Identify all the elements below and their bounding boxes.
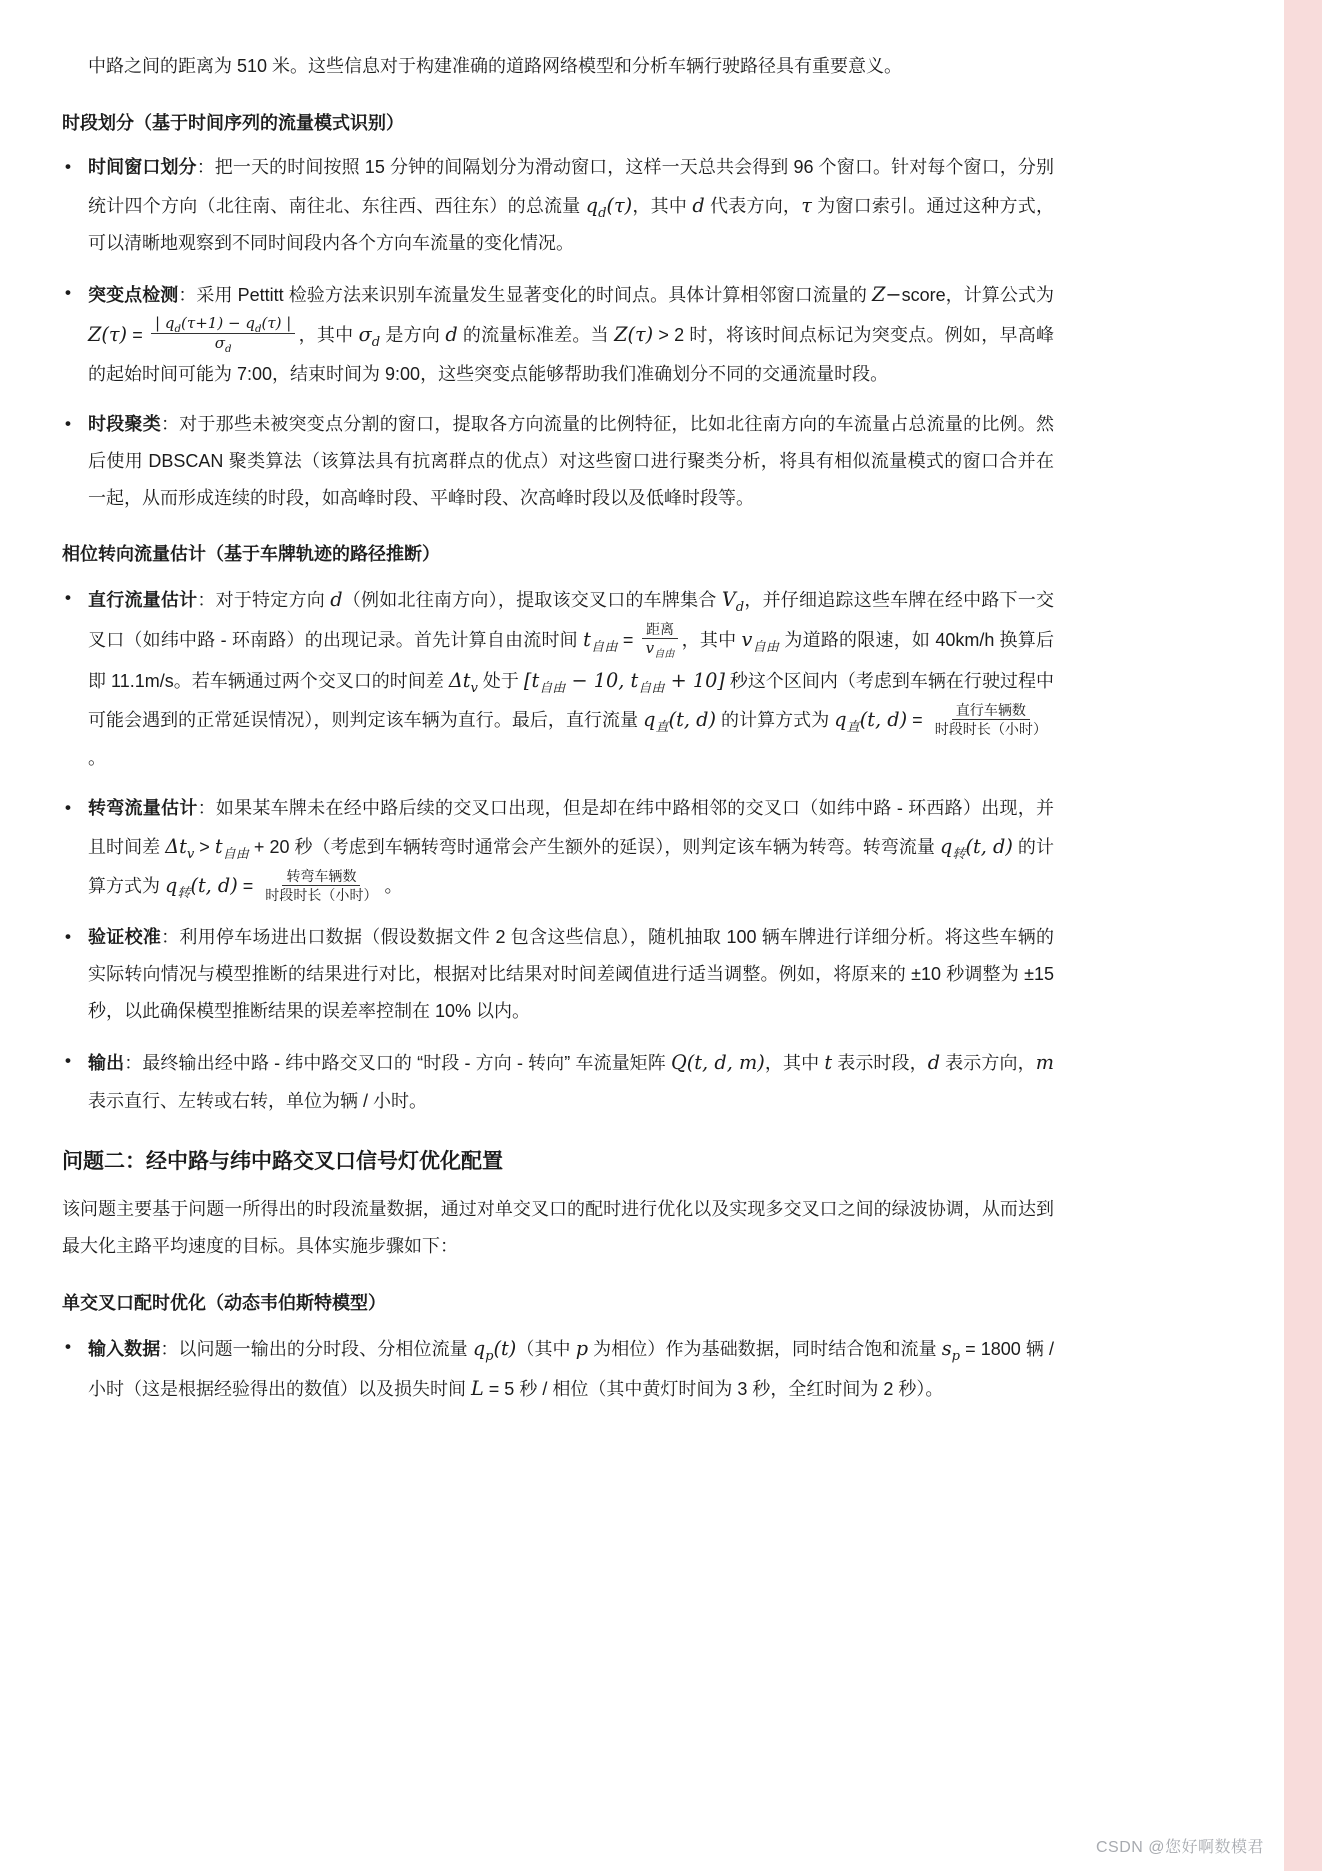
text-run: 代表方向， (704, 195, 802, 216)
text-run: ：最终输出经中路 - 纬中路交叉口的 “时段 - 方向 - 转向” 车流量矩阵 (124, 1053, 672, 1074)
text-run: 转弯车辆数 (286, 867, 357, 884)
math-expression: $V_d$ (721, 588, 745, 616)
fraction-numerator (282, 867, 360, 886)
fraction-denominator (642, 639, 679, 659)
fraction (261, 867, 381, 905)
text-run: 问题二：经中路与纬中路交叉口信号灯优化配置 (62, 1150, 503, 1174)
math-expression: $t_{自由}$ (531, 668, 566, 696)
math-expression: L (471, 1376, 484, 1400)
math-subscript: 自由 (539, 680, 566, 696)
math-expression: t (824, 1051, 833, 1075)
math-expression: $s_p$ (941, 1337, 961, 1365)
math-expression: $t_{自由}$ (214, 834, 249, 862)
math-expression: $v_{自由}$ (741, 627, 780, 655)
text-run: = (907, 710, 928, 731)
text-run: = (127, 324, 149, 345)
math-subscript: d (371, 334, 381, 350)
fraction (931, 701, 1051, 739)
math-expression: Z(τ) (88, 322, 128, 346)
text-run: ：以问题一输出的分时段、分相位流量 (160, 1339, 473, 1360)
heading-single-intersection-timing (62, 1289, 1054, 1315)
fraction (151, 314, 295, 354)
fraction-numerator (151, 314, 295, 335)
text-run: 为相位）作为基础数据，同时结合饱和流量 (588, 1339, 942, 1360)
math-expression: $\sigma_d$ (214, 334, 232, 356)
math-expression: Z− (872, 283, 902, 307)
math-expression: [ (523, 668, 532, 692)
math-subscript: d (598, 205, 607, 221)
bullet-turning-flow-estimation (62, 790, 1054, 906)
fraction-numerator (642, 620, 678, 639)
math-subscript: 自由 (638, 680, 665, 696)
text-run: 表示时段， (832, 1053, 928, 1074)
math-expression: $\Delta t_v$ (165, 834, 195, 862)
text-run: （其中 (516, 1339, 576, 1360)
fraction-numerator (952, 701, 1030, 720)
math-subscript: 自由 (590, 639, 618, 655)
math-expression: + 10] (664, 668, 725, 692)
math-subscript: 自由 (222, 846, 249, 862)
text-run: 为窗口索引。通过这种方式，可以清晰地观察到不同时间段内各个方向车流量的变化情况。 (88, 195, 1054, 254)
math-expression: $q_直$ (643, 708, 669, 735)
text-run: ：对于那些未被突变点分割的窗口，提取各方向流量的比例特征，比如北往南方向的车流量占总流量的比例。然后使用 DBSCAN 聚类算法（该算法具有抗离群点的优点）对这些窗口进行聚类分析，将具有相似流量模式的窗口合并在一起，从而形成连续的时段，如高峰时段、平峰时段、次高峰时段以及低峰时段等。 (88, 413, 1055, 508)
heading-phase-turning-flow (62, 540, 1054, 566)
bold-term: 突变点检测 (88, 285, 179, 306)
text-run: ，并仔细追踪这些车牌在经中路下一交叉口（如纬中路 - 环南路）的出现记录。首先计算自由流时间 (88, 590, 1055, 650)
text-run: ：采用 Pettitt 检验方法来识别车流量发生显著变化的时间点。具体计算相邻窗口流量的 (178, 285, 873, 306)
math-expression: $\sigma_d$ (358, 322, 381, 350)
math-expression: Q(t, d, m) (671, 1051, 765, 1075)
math-expression: (t, d) (965, 834, 1013, 858)
text-run: 表示直行、左转或右转，单位为辆 / 小时。 (88, 1090, 428, 1111)
text-run: > (194, 836, 215, 857)
bullet-validation-calibration (62, 919, 1054, 1030)
math-expression: $t_{自由}$ (630, 668, 665, 696)
text-run: ：把一天的时间按照 15 分钟的间隔划分为滑动窗口，这样一天总共会得到 96 个窗口。针对每个窗口，分别统计四个方向（北往南、南往北、东往西、西往东）的总流量 (88, 156, 1055, 216)
bold-term: 时间窗口划分 (88, 156, 197, 177)
math-subscript: d (174, 323, 182, 335)
math-expression: − 10, (565, 668, 631, 692)
math-subscript: 自由 (752, 639, 780, 655)
text-run: = (617, 629, 639, 650)
text-run: ：对于特定方向 (197, 590, 331, 611)
math-subscript: 转 (177, 886, 191, 902)
math-expression: d (330, 588, 343, 612)
math-expression: d (692, 193, 705, 217)
math-expression: $v_{自由}$ (645, 639, 675, 661)
document-body (62, 48, 1054, 1421)
text-run: 中路之间的距离为 510 米。这些信息对于构建准确的道路网络模型和分析车辆行驶路径具有重要意义。 (88, 56, 903, 76)
math-expression: p (575, 1337, 589, 1361)
math-expression: (τ) | (261, 313, 292, 332)
text-run: ：利用停车场进出口数据（假设数据文件 2 包含这些信息），随机抽取 100 辆车牌进行详细分析。将这些车辆的实际转向情况与模型推断的结果进行对比，根据对比结果对时间差阈值进行适当调整。例如，将原来的 ±10 秒调整为 ±15 秒，以此确保模型推断结果的误差率控制在 10% 以内。 (88, 927, 1055, 1022)
text-run: ，其中 (764, 1053, 825, 1074)
math-subscript: p (485, 1349, 494, 1365)
text-run: 该问题主要基于问题一所得出的时段流量数据，通过对单交叉口的配时进行优化以及实现多交叉口之间的绿波协调，从而达到最大化主路平均速度的目标。具体实施步骤如下： (62, 1199, 1054, 1257)
text-run: 的流量标准差。当 (457, 324, 615, 345)
math-subscript: v (470, 680, 478, 696)
text-run: 时段划分（基于时间序列的流量模式识别） (62, 112, 404, 133)
bold-term: 输入数据 (88, 1339, 161, 1360)
single-intersection-list (62, 1329, 1054, 1408)
text-run: = (237, 876, 259, 897)
math-expression: $q_直$ (834, 708, 860, 735)
math-subscript: 直 (846, 719, 860, 735)
math-expression: (τ) (606, 193, 633, 217)
bold-term: 直行流量估计 (88, 590, 198, 611)
bullet-output (62, 1043, 1054, 1119)
intro-paragraph (62, 48, 1054, 85)
math-expression: d (927, 1051, 941, 1075)
text-run: 处于 (477, 670, 524, 691)
text-run: 直行车辆数 (955, 701, 1026, 718)
text-run: 表示方向， (940, 1053, 1036, 1074)
math-expression: Z(τ) (614, 322, 654, 346)
math-subscript: d (254, 323, 262, 335)
text-run: 的计算方式为 (716, 710, 835, 731)
bold-term: 转弯流量估计 (88, 797, 198, 818)
time-segmentation-list (62, 149, 1054, 517)
math-subscript: p (951, 1349, 961, 1365)
math-expression: (t, d) (668, 708, 716, 732)
math-expression: | $q_d$ (155, 313, 182, 335)
csdn-watermark: CSDN @您好啊数模君 (1095, 1839, 1264, 1856)
bold-term: 时段聚类 (88, 413, 161, 434)
text-run: 单交叉口配时优化（动态韦伯斯特模型） (62, 1293, 386, 1314)
text-run: 。 (384, 876, 403, 897)
heading-problem-two (62, 1145, 1054, 1175)
math-expression: $\Delta t_v$ (448, 668, 478, 696)
math-expression: $q_p$ (472, 1337, 494, 1365)
problem-two-intro-paragraph (62, 1191, 1054, 1265)
math-expression: $(\tau+1) - q_d$ (181, 313, 262, 335)
bullet-input-data (62, 1329, 1054, 1408)
math-expression: $q_d$ (585, 193, 607, 221)
text-run: = 5 秒 / 相位（其中黄灯时间为 3 秒，全红时间为 2 秒）。 (483, 1378, 944, 1399)
math-expression: $q_转$ (940, 834, 966, 862)
text-run: + 20 秒（考虑到车辆转弯时通常会产生额外的延误），则判定该车辆为转弯。转弯流量 (248, 836, 941, 857)
math-expression: m (1035, 1051, 1054, 1075)
text-run: ，其中 (298, 324, 359, 345)
text-run: score，计算公式为 (901, 285, 1054, 306)
fraction-denominator (261, 886, 381, 904)
text-run: 时段时长（小时） (934, 720, 1047, 737)
bullet-period-clustering (62, 406, 1054, 517)
math-subscript: 自由 (654, 649, 675, 661)
text-run: 的计算方式为 (88, 836, 1054, 897)
bullet-time-window-division (62, 149, 1054, 262)
right-accent-strip (1284, 0, 1322, 1871)
math-subscript: d (735, 600, 745, 616)
text-run: 为道路的限速，如 40km/h 换算后即 11.1m/s。若车辆通过两个交叉口的时间差 (88, 629, 1054, 691)
math-expression: (t, d) (859, 708, 908, 732)
math-subscript: v (186, 846, 195, 862)
bullet-straight-flow-estimation (62, 580, 1054, 777)
text-run: 时段时长（小时） (265, 887, 378, 904)
text-run: ，其中 (632, 195, 693, 216)
fraction (642, 620, 679, 659)
bullet-changepoint-detection (62, 275, 1054, 393)
math-expression: τ (801, 193, 812, 217)
heading-time-segmentation (62, 109, 1054, 135)
bold-term: 输出 (88, 1053, 125, 1074)
text-run: ，其中 (681, 629, 742, 650)
math-expression: $t_{自由}$ (583, 627, 618, 655)
math-subscript: d (225, 344, 232, 356)
bold-term: 验证校准 (88, 927, 162, 948)
text-run: 。 (88, 748, 106, 769)
math-subscript: 直 (655, 719, 669, 735)
text-run: > 2 时，将该时间点标记为突变点。例如，早高峰的起始时间可能为 7:00，结束时间为 9:00，这些突变点能够帮助我们准确划分不同的交通流量时段。 (88, 324, 1054, 384)
math-subscript: 转 (952, 846, 966, 862)
text-run: ：如果某车牌未在经中路后续的交叉口出现，但是却在纬中路相邻的交叉口（如纬中路 - 环西路）出现，并且时间差 (88, 797, 1055, 857)
text-run: = 1800 辆 / 小时（这是根据经验得出的数值）以及损失时间 (88, 1339, 1055, 1399)
math-expression: $q_转$ (165, 874, 191, 902)
text-run: 相位转向流量估计（基于车牌轨迹的路径推断） (62, 544, 440, 565)
math-expression: (t, d) (190, 874, 238, 898)
phase-turning-flow-list (62, 580, 1054, 1119)
text-run: 是方向 (380, 324, 446, 345)
math-expression: d (445, 322, 458, 346)
text-run: 距离 (645, 620, 675, 637)
text-run: （例如北往南方向），提取该交叉口的车牌集合 (342, 590, 722, 611)
fraction-denominator (211, 334, 236, 354)
math-expression: (t) (493, 1337, 517, 1361)
text-run: 秒这个区间内（考虑到车辆在行驶过程中可能会遇到的正常延误情况），则判定该车辆为直行。最后，直行流量 (88, 670, 1054, 731)
fraction-denominator (931, 720, 1051, 738)
